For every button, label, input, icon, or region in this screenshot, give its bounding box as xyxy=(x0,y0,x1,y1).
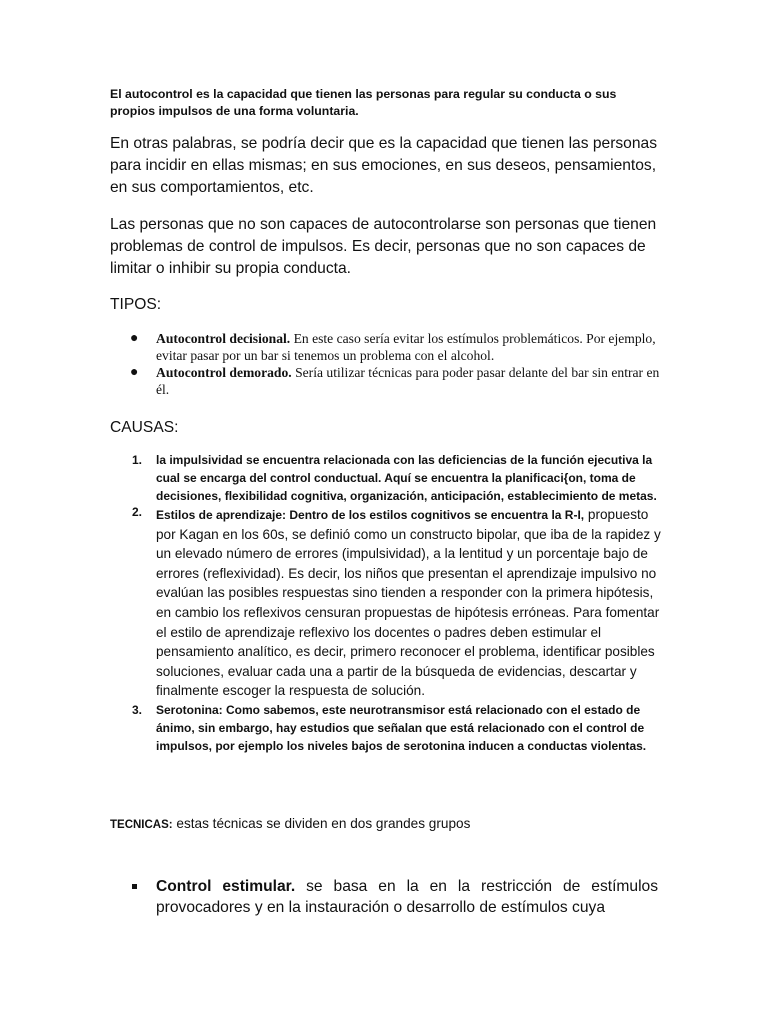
paragraph-2: Las personas que no son capaces de autocontrolarse son personas que tienen problemas de control de impulsos. Es decir, personas que no son capaces de limitar o inhibir su propia conducta. xyxy=(110,216,657,277)
list-item xyxy=(110,330,670,364)
bullet-icon: ● xyxy=(130,365,139,380)
list-item xyxy=(110,701,670,755)
tecnicas-text: estas técnicas se dividen en dos grandes grupos xyxy=(172,816,471,831)
control-list xyxy=(110,876,658,918)
list-item xyxy=(110,451,670,505)
causa-text: la impulsividad se encuentra relacionada con las deficiencias de la función ejecutiva la cual se encarga del control conductual. Aquí se encuentra la planificaci{on, toma de decisiones, flexibilidad cognitiva, organización, anticipación, establecimiento de metas. xyxy=(156,453,657,503)
control-text: se basa en la en la restricción de estímulos provocadores y en la instauración o desarrollo de estímulos cuya xyxy=(156,878,658,916)
control-term: Control estimular. xyxy=(156,878,296,895)
item-number: 1. xyxy=(132,453,143,467)
item-number: 3. xyxy=(132,702,143,717)
list-item xyxy=(110,876,658,918)
tipos-heading: TIPOS: xyxy=(110,296,162,313)
bullet-icon: ● xyxy=(130,331,139,346)
tecnicas-label: TECNICAS: xyxy=(110,819,173,831)
tipos-list xyxy=(110,330,670,398)
causas-heading: CAUSAS: xyxy=(110,419,179,436)
square-bullet-icon xyxy=(132,884,137,889)
intro-definition: El autocontrol es la capacidad que tienen las personas para regular su conducta o sus propios impulsos de una forma voluntaria. xyxy=(110,87,617,118)
list-item xyxy=(110,505,670,701)
list-item xyxy=(110,364,670,398)
tipo-text: En este caso sería evitar los estímulos problemáticos. Por ejemplo, evitar pasar por un bar si tenemos un problema con el alcohol. xyxy=(156,331,656,363)
tipo-text: Sería utilizar técnicas para poder pasar delante del bar sin entrar en él. xyxy=(156,365,660,397)
tipo-term: Autocontrol decisional. xyxy=(156,331,291,346)
causa-text: propuesto por Kagan en los 60s, se definió como un constructo bipolar, que iba de la rapidez y un elevado número de errores (impulsividad), a la lentitud y un porcentaje bajo de errores (reflexividad). Es decir, los niños que presentan el aprendizaje impulsivo no evalúan las posibles respuestas sino tienden a responder con la primera hipótesis, en cambio los reflexivos censuran propuestas de hipótesis erróneas. Para fomentar el estilo de aprendizaje reflexivo los docentes o padres deben estimular el pensamiento analítico, es decir, primero reconocer el problema, identificar posibles soluciones, evaluar cada una a partir de la búsqueda de evidencias, descartar y finalmente escoger la respuesta de solución. xyxy=(156,507,661,699)
causas-list xyxy=(110,451,670,755)
causa-text: Serotonina: Como sabemos, este neurotransmisor está relacionado con el estado de ánimo, sin embargo, hay estudios que señalan que está relacionado con el control de impulsos, por ejemplo los niveles bajos de serotonina inducen a conductas violentas. xyxy=(156,702,647,753)
item-number: 2. xyxy=(132,505,143,519)
tipo-term: Autocontrol demorado. xyxy=(156,365,292,380)
paragraph-1: En otras palabras, se podría decir que es la capacidad que tienen las personas para incidir en ellas mismas; en sus emociones, en sus deseos, pensamientos, en sus comportamientos, etc. xyxy=(110,135,657,196)
tecnicas-line xyxy=(110,815,470,834)
causa-term: Estilos de aprendizaje: Dentro de los estilos cognitivos se encuentra la R-I, xyxy=(156,508,585,522)
